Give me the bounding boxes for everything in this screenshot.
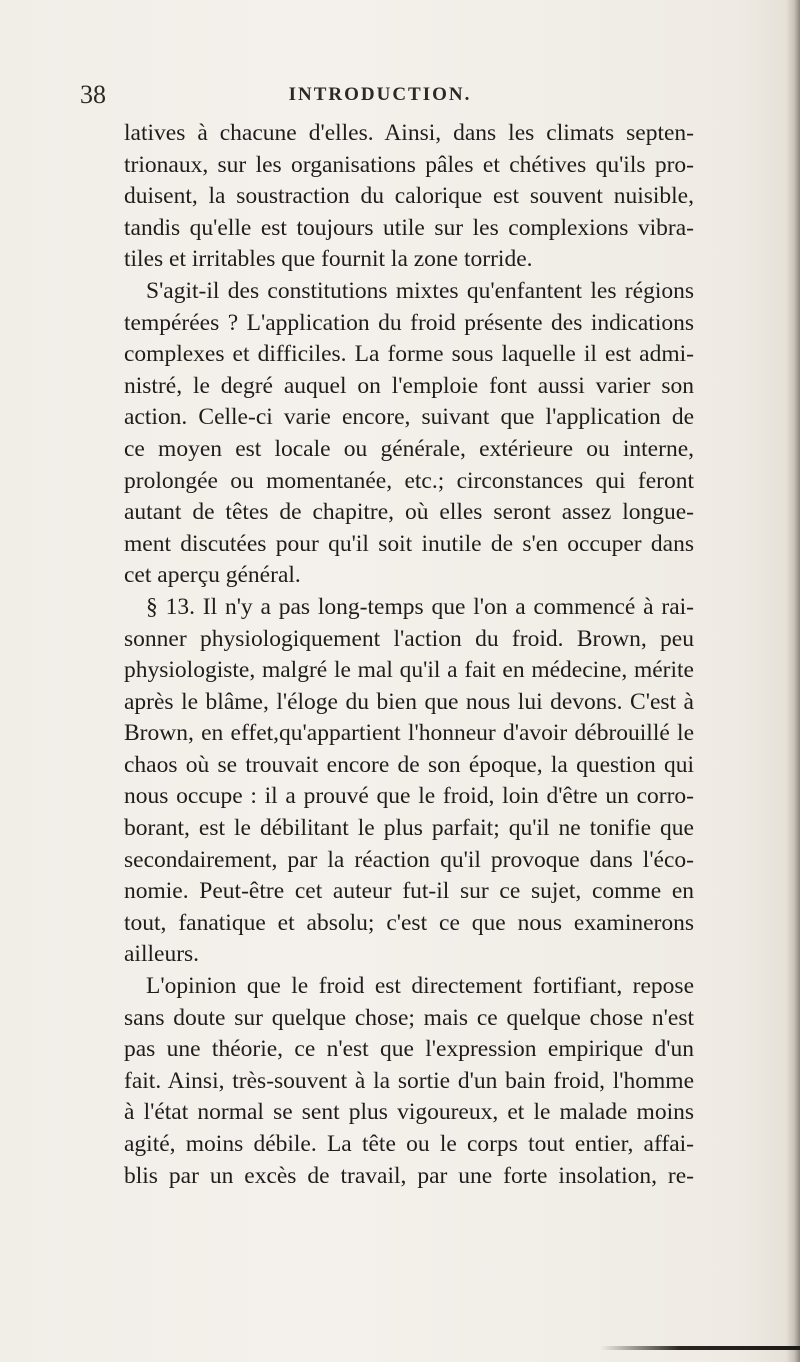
text-line: blis par un excès de travail, par une forte insolation, re- (124, 1162, 694, 1189)
page-number: 38 (80, 80, 106, 109)
text-line: chaos où se trouvait encore de son époque, la question qui (124, 751, 694, 778)
text-line: Brown, en effet,qu'appartient l'honneur d'avoir débrouillé le (124, 720, 694, 747)
text-line: action. Celle-ci varie encore, suivant que l'application de (124, 404, 694, 431)
text-line: L'opinion que le froid est directement fortifiant, repose (146, 973, 694, 1000)
text-line: tandis qu'elle est toujours utile sur les complexions vibra- (124, 214, 694, 241)
page-header (80, 80, 680, 120)
text-line: à l'état normal se sent plus vigoureux, et le malade moins (124, 1099, 694, 1126)
body-text (124, 118, 694, 1192)
text-line: tempérées ? L'application du froid présente des indications (124, 309, 694, 336)
text-line: S'agit-il des constitutions mixtes qu'enfantent les régions (146, 277, 694, 304)
text-line: physiologiste, malgré le mal qu'il a fait en médecine, mérite (124, 657, 694, 684)
text-line: nistré, le degré auquel on l'emploie font aussi varier son (124, 372, 694, 399)
text-line: secondairement, par la réaction qu'il provoque dans l'éco- (124, 846, 694, 873)
text-line: tiles et irritables que fournit la zone torride. (124, 246, 533, 273)
text-line: borant, est le débilitant le plus parfait; qu'il ne tonifie que (124, 815, 694, 842)
text-line: agité, moins débile. La tête ou le corps tout entier, affai- (124, 1131, 694, 1157)
text-line: sonner physiologiquement l'action du froid. Brown, peu (124, 625, 694, 652)
text-line: § 13. Il n'y a pas long-temps que l'on a commencé à rai- (146, 593, 694, 620)
running-title: INTRODUCTION. (288, 84, 472, 105)
text-line: pas une théorie, ce n'est que l'expression empirique d'un (124, 1036, 694, 1063)
text-line: ment discutées pour qu'il soit inutile de s'en occuper dans (124, 530, 694, 557)
text-line: duisent, la soustraction du calorique est souvent nuisible, (124, 183, 694, 210)
text-line: cet aperçu général. (124, 562, 301, 589)
page-edge-shadow (786, 0, 800, 1362)
bottom-edge-mark (600, 1346, 800, 1350)
text-line: prolongée ou momentanée, etc.; circonstances qui feront (124, 467, 694, 494)
text-line: trionaux, sur les organisations pâles et chétives qu'ils pro- (124, 151, 694, 178)
text-line: nous occupe : il a prouvé que le froid, loin d'être un corro- (124, 783, 694, 810)
text-line: nomie. Peut-être cet auteur fut-il sur ce sujet, comme en (124, 878, 694, 905)
text-line: autant de têtes de chapitre, où elles seront assez longue- (124, 499, 694, 526)
text-line: latives à chacune d'elles. Ainsi, dans les climats septen- (124, 120, 694, 146)
text-line: après le blâme, l'éloge du bien que nous lui devons. C'est à (124, 688, 694, 715)
text-line: tout, fanatique et absolu; c'est ce que nous examinerons (124, 909, 694, 936)
text-line: ailleurs. (124, 941, 200, 968)
text-line: fait. Ainsi, très-souvent à la sortie d'un bain froid, l'homme (124, 1067, 694, 1094)
text-line: complexes et difficiles. La forme sous laquelle il est admi- (124, 341, 694, 368)
text-line: sans doute sur quelque chose; mais ce quelque chose n'est (124, 1004, 694, 1031)
text-line: ce moyen est locale ou générale, extérieure ou interne, (124, 435, 694, 462)
